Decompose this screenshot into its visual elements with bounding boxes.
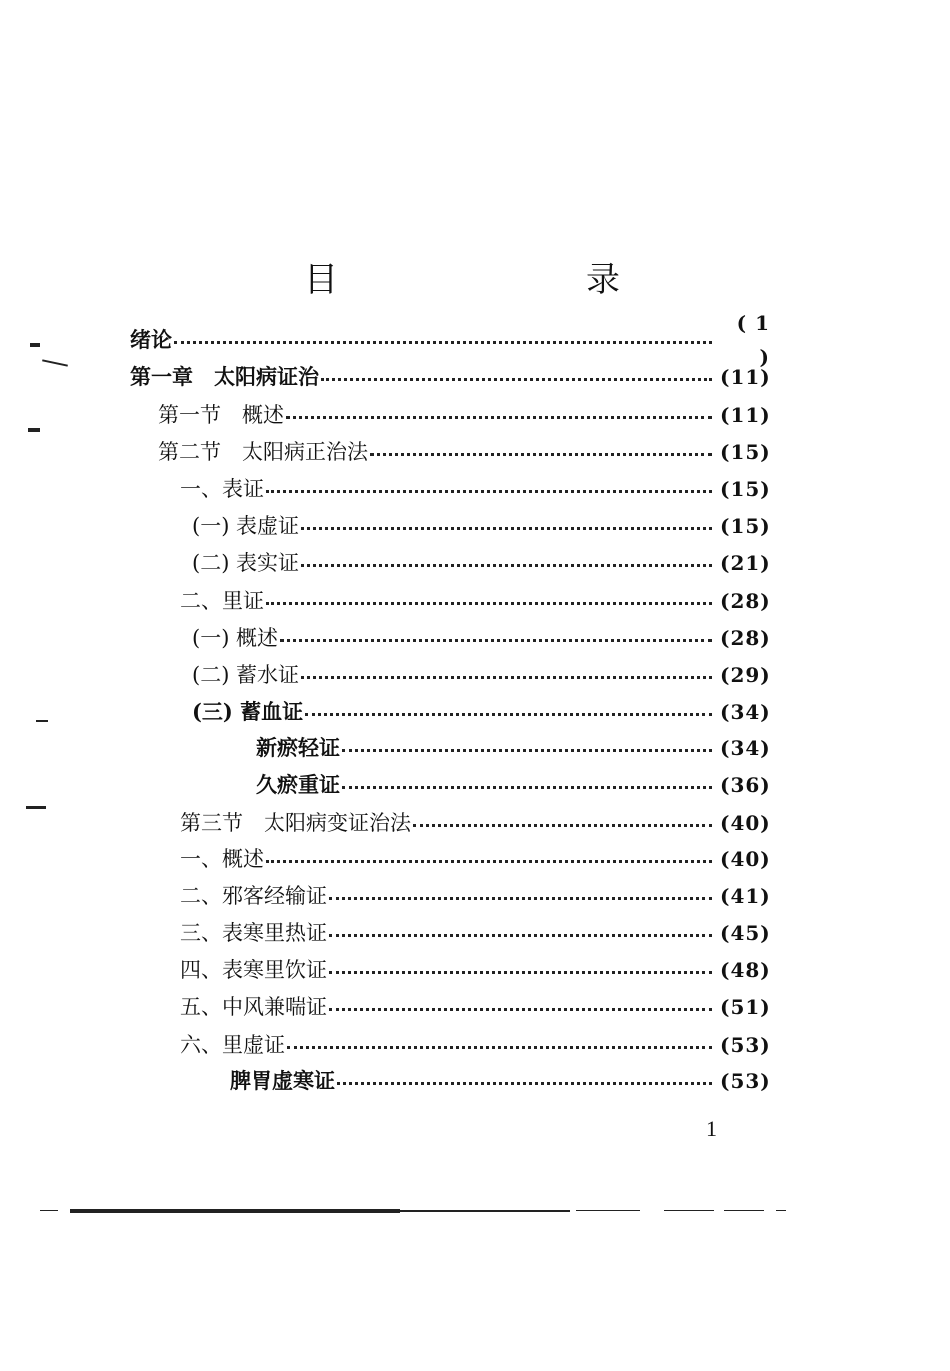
toc-entry-item[interactable] bbox=[180, 916, 770, 950]
toc-entry-page: (34) bbox=[720, 736, 771, 760]
toc-entry-title: 第三节 太阳病变证治法 bbox=[180, 811, 411, 835]
toc-entry-title: 一、表证 bbox=[180, 477, 264, 501]
toc-entry-item[interactable] bbox=[180, 584, 770, 618]
toc-entry-page: (40) bbox=[720, 847, 771, 871]
dot-leader bbox=[286, 416, 712, 419]
toc-entry-page: ( 1 ) bbox=[736, 311, 770, 369]
toc-entry-title: (一) 概述 bbox=[192, 626, 279, 650]
toc-entry-section-3[interactable] bbox=[180, 806, 770, 840]
toc-entry-page: (15) bbox=[720, 514, 771, 538]
toc-entry-title: (一) 表虚证 bbox=[192, 514, 300, 538]
toc-entry-title: 三、表寒里热证 bbox=[180, 921, 327, 945]
dot-leader bbox=[413, 824, 712, 827]
toc-entry-chapter-1[interactable] bbox=[130, 360, 770, 394]
dot-leader bbox=[174, 341, 712, 344]
toc-entry-introduction[interactable] bbox=[130, 311, 770, 369]
dot-leader bbox=[342, 786, 712, 789]
toc-entry-page: (34) bbox=[720, 700, 771, 724]
dot-leader bbox=[337, 1082, 712, 1085]
toc-entry-title: 脾胃虚寒证 bbox=[230, 1068, 335, 1093]
dot-leader bbox=[342, 749, 712, 752]
toc-entry-page: (21) bbox=[720, 551, 771, 575]
dot-leader bbox=[329, 934, 712, 937]
toc-entry-title: 二、邪客经输证 bbox=[180, 884, 327, 908]
toc-entry-title: 久瘀重证 bbox=[256, 772, 340, 797]
page-number: 1 bbox=[706, 1116, 717, 1141]
toc-entry-page: (15) bbox=[720, 477, 771, 501]
toc-entry-item[interactable] bbox=[180, 1028, 770, 1062]
toc-entry-page: (11) bbox=[720, 365, 771, 389]
toc-entry-item[interactable] bbox=[180, 990, 770, 1024]
toc-entry-item[interactable] bbox=[180, 879, 770, 913]
toc-entry-subitem[interactable] bbox=[192, 621, 770, 655]
dot-leader bbox=[280, 639, 712, 642]
toc-entry-title: 第二节 太阳病正治法 bbox=[158, 440, 368, 464]
toc-entry-page: (40) bbox=[720, 811, 771, 835]
toc-entry-page: (45) bbox=[720, 921, 771, 945]
toc-entry-item[interactable] bbox=[180, 842, 770, 876]
toc-entry-page: (36) bbox=[720, 773, 771, 797]
toc-entry-title: (三) 蓄血证 bbox=[192, 699, 304, 724]
toc-entry-title: 五、中风兼喘证 bbox=[180, 995, 327, 1019]
scan-edge-line bbox=[40, 1209, 780, 1213]
toc-entry-title: 第一节 概述 bbox=[158, 403, 284, 427]
toc-entry-page: (11) bbox=[720, 403, 771, 427]
dot-leader bbox=[329, 897, 712, 900]
toc-entry-section-1[interactable] bbox=[158, 398, 770, 432]
toc-entry-subitem[interactable] bbox=[192, 546, 770, 580]
toc-entry-page: (41) bbox=[720, 884, 771, 908]
dot-leader bbox=[301, 527, 712, 530]
toc-entry-page: (48) bbox=[720, 958, 771, 982]
dot-leader bbox=[329, 971, 712, 974]
toc-entry-subitem[interactable] bbox=[192, 695, 770, 729]
dot-leader bbox=[321, 378, 712, 381]
toc-entry-item[interactable] bbox=[180, 472, 770, 506]
toc-entry-page: (28) bbox=[720, 589, 771, 613]
toc-entry-subitem[interactable] bbox=[192, 509, 770, 543]
page-title: 目 录 bbox=[304, 260, 680, 300]
toc-entry-item[interactable] bbox=[180, 953, 770, 987]
toc-entry-title: 一、概述 bbox=[180, 847, 264, 871]
toc-entry-page: (51) bbox=[720, 995, 771, 1019]
toc-entry-title: 新瘀轻证 bbox=[256, 735, 340, 760]
dot-leader bbox=[329, 1008, 712, 1011]
toc-entry-title: (二) 表实证 bbox=[192, 551, 300, 575]
toc-entry-page: (15) bbox=[720, 440, 771, 464]
dot-leader bbox=[266, 490, 712, 493]
toc-entry-page: (53) bbox=[720, 1033, 771, 1057]
toc-entry-section-2[interactable] bbox=[158, 435, 770, 469]
toc-entry-title: 二、里证 bbox=[180, 589, 264, 613]
toc-entry-subsubitem[interactable] bbox=[230, 1064, 770, 1098]
dot-leader bbox=[301, 676, 712, 679]
toc-entry-page: (29) bbox=[720, 663, 771, 687]
toc-entry-title: 绪论 bbox=[130, 327, 172, 352]
toc-entry-page: (53) bbox=[720, 1069, 771, 1093]
toc-entry-page: (28) bbox=[720, 626, 771, 650]
toc-entry-subsubitem[interactable] bbox=[256, 768, 770, 802]
dot-leader bbox=[301, 564, 712, 567]
dot-leader bbox=[266, 602, 712, 605]
dot-leader bbox=[287, 1046, 712, 1049]
dot-leader bbox=[305, 713, 712, 716]
toc-entry-title: 四、表寒里饮证 bbox=[180, 958, 327, 982]
toc-entry-title: (二) 蓄水证 bbox=[192, 663, 300, 687]
toc-entry-subitem[interactable] bbox=[192, 658, 770, 692]
toc-entry-title: 六、里虚证 bbox=[180, 1033, 285, 1057]
dot-leader bbox=[266, 860, 712, 863]
toc-entry-subsubitem[interactable] bbox=[256, 731, 770, 765]
toc-entry-title: 第一章 太阳病证治 bbox=[130, 364, 319, 389]
dot-leader bbox=[370, 453, 712, 456]
